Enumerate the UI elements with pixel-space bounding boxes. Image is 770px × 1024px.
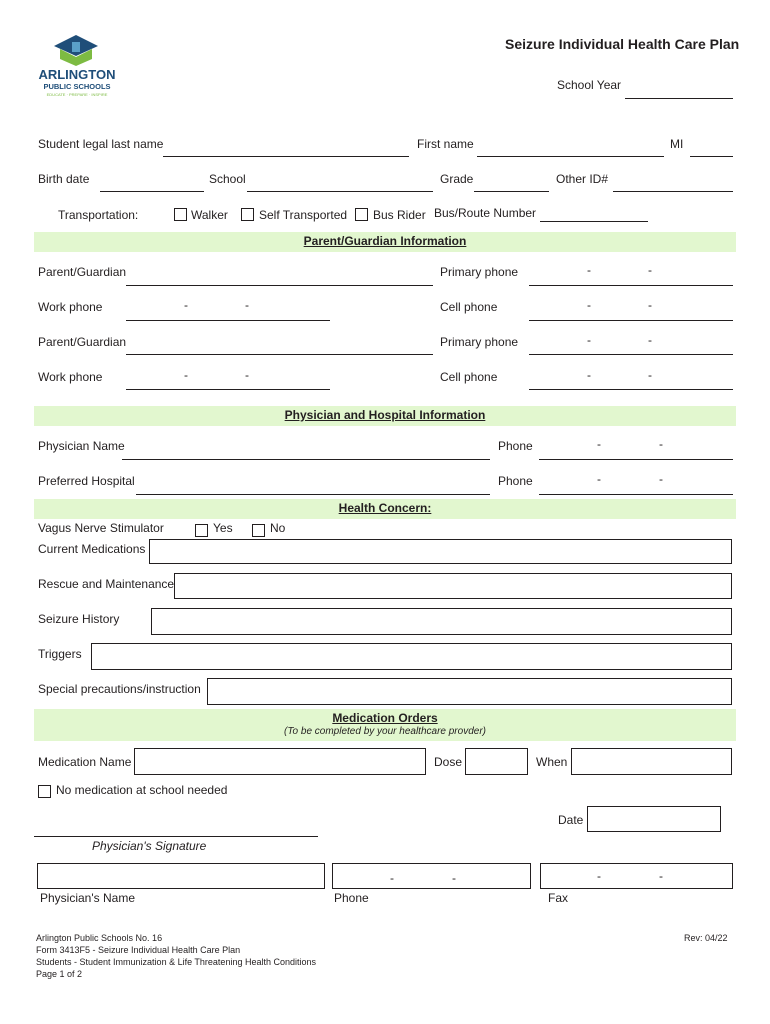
- health-section-title: Health Concern:: [338, 501, 432, 515]
- vns-yes-checkbox[interactable]: [195, 524, 208, 537]
- mi-label: MI: [670, 137, 684, 151]
- fax-label: Fax: [548, 891, 569, 905]
- physician-signature-label: Physician's Signature: [92, 839, 207, 853]
- logo-tagline: EDUCATE · PREPARE · INSPIRE: [46, 92, 108, 97]
- primary-phone-label-2: Primary phone: [440, 335, 519, 349]
- dose-field[interactable]: [465, 748, 528, 775]
- vns-no-label: No: [270, 521, 286, 535]
- footer-revision: Rev: 04/22: [684, 933, 728, 943]
- medication-name-label: Medication Name: [38, 755, 132, 769]
- self-transported-label: Self Transported: [259, 208, 348, 222]
- prescriber-phone-field[interactable]: [332, 863, 531, 889]
- phone-dash: -: [245, 368, 249, 382]
- bus-rider-checkbox[interactable]: [355, 208, 368, 221]
- cell-phone-field-2[interactable]: [529, 389, 733, 390]
- bus-route-label: Bus/Route Number: [434, 206, 537, 220]
- bus-route-field[interactable]: [540, 221, 648, 222]
- rescue-field[interactable]: [174, 573, 732, 599]
- parent-section-header: [34, 232, 736, 252]
- logo: [32, 32, 122, 100]
- phone-dash: -: [184, 298, 188, 312]
- medications-field[interactable]: [149, 539, 732, 564]
- physician-signature-field[interactable]: [34, 836, 318, 837]
- self-transported-checkbox[interactable]: [241, 208, 254, 221]
- when-label: When: [536, 755, 568, 769]
- mi-field[interactable]: [690, 156, 733, 157]
- phone-dash: -: [648, 298, 652, 312]
- no-medication-checkbox[interactable]: [38, 785, 51, 798]
- cell-phone-label-1: Cell phone: [440, 300, 498, 314]
- date-label: Date: [558, 813, 584, 827]
- last-name-field[interactable]: [163, 156, 409, 157]
- date-field[interactable]: [587, 806, 721, 832]
- hospital-field[interactable]: [136, 494, 490, 495]
- phone-dash: -: [597, 869, 601, 883]
- work-phone-field-1[interactable]: [126, 320, 330, 321]
- medication-section-header: [34, 709, 736, 741]
- bus-rider-label: Bus Rider: [373, 208, 426, 222]
- phone-dash: -: [659, 869, 663, 883]
- parent-section-title: Parent/Guardian Information: [303, 234, 467, 248]
- phone-dash: -: [587, 298, 591, 312]
- phone-dash: -: [245, 298, 249, 312]
- phone-dash: -: [587, 263, 591, 277]
- phone-dash: -: [648, 333, 652, 347]
- physician-phone-label: Phone: [498, 439, 533, 453]
- phone-dash: -: [597, 472, 601, 486]
- parent-name-field-1[interactable]: [126, 285, 433, 286]
- medication-name-field[interactable]: [134, 748, 426, 775]
- phone-dash: -: [452, 871, 456, 885]
- parent-label-2: Parent/Guardian: [38, 335, 127, 349]
- grade-field[interactable]: [474, 191, 549, 192]
- cell-phone-field-1[interactable]: [529, 320, 733, 321]
- phone-dash: -: [648, 263, 652, 277]
- other-id-label: Other ID#: [556, 172, 609, 186]
- work-phone-field-2[interactable]: [126, 389, 330, 390]
- hospital-phone-field[interactable]: [539, 494, 733, 495]
- logo-name: ARLINGTON: [38, 67, 116, 82]
- medication-section-title: Medication Orders: [332, 711, 438, 725]
- first-name-field[interactable]: [477, 156, 664, 157]
- phone-dash: -: [184, 368, 188, 382]
- fax-field[interactable]: [540, 863, 733, 889]
- birth-date-field[interactable]: [100, 191, 204, 192]
- rescue-label: Rescue and Maintenance: [38, 577, 175, 591]
- vns-label: Vagus Nerve Stimulator: [38, 521, 164, 535]
- vns-yes-label: Yes: [213, 521, 233, 535]
- transportation-label: Transportation:: [58, 208, 139, 222]
- footer-line-1: Arlington Public Schools No. 16: [36, 933, 163, 943]
- physician-name-field[interactable]: [122, 459, 490, 460]
- school-label: School: [209, 172, 246, 186]
- when-field[interactable]: [571, 748, 732, 775]
- physician-section-header: [34, 406, 736, 426]
- birth-date-label: Birth date: [38, 172, 90, 186]
- phone-dash: -: [390, 871, 394, 885]
- footer-line-2: Form 3413F5 - Seizure Individual Health Care Plan: [36, 945, 241, 955]
- cell-phone-label-2: Cell phone: [440, 370, 498, 384]
- primary-phone-label-1: Primary phone: [440, 265, 519, 279]
- physician-printed-name-label: Physician's Name: [40, 891, 135, 905]
- parent-label-1: Parent/Guardian: [38, 265, 127, 279]
- medications-label: Current Medications: [38, 542, 146, 556]
- dose-label: Dose: [434, 755, 463, 769]
- phone-dash: -: [587, 333, 591, 347]
- work-phone-label-2: Work phone: [38, 370, 103, 384]
- phone-dash: -: [659, 472, 663, 486]
- physician-name-label: Physician Name: [38, 439, 125, 453]
- page-title: Seizure Individual Health Care Plan: [505, 36, 740, 52]
- triggers-field[interactable]: [91, 643, 732, 670]
- prescriber-phone-label: Phone: [334, 891, 369, 905]
- medication-section-subtitle: (To be completed by your healthcare provder): [284, 726, 486, 737]
- precautions-field[interactable]: [207, 678, 732, 705]
- school-field[interactable]: [247, 191, 433, 192]
- phone-dash: -: [587, 368, 591, 382]
- health-section-header: [34, 499, 736, 519]
- primary-phone-field-1[interactable]: [529, 285, 733, 286]
- no-medication-label: No medication at school needed: [56, 783, 228, 797]
- seizure-history-label: Seizure History: [38, 612, 120, 626]
- phone-dash: -: [597, 437, 601, 451]
- physician-phone-field[interactable]: [539, 459, 733, 460]
- logo-sub: PUBLIC SCHOOLS: [43, 82, 111, 91]
- grade-label: Grade: [440, 172, 474, 186]
- triggers-label: Triggers: [38, 647, 82, 661]
- school-year-label: School Year: [557, 78, 622, 92]
- work-phone-label-1: Work phone: [38, 300, 103, 314]
- physician-printed-name-field[interactable]: [37, 863, 325, 889]
- physician-section-title: Physician and Hospital Information: [284, 408, 486, 422]
- walker-checkbox[interactable]: [174, 208, 187, 221]
- hospital-phone-label: Phone: [498, 474, 533, 488]
- vns-no-checkbox[interactable]: [252, 524, 265, 537]
- primary-phone-field-2[interactable]: [529, 354, 733, 355]
- parent-name-field-2[interactable]: [126, 354, 433, 355]
- walker-label: Walker: [191, 208, 228, 222]
- school-year-field[interactable]: [625, 98, 733, 99]
- last-name-label: Student legal last name: [38, 137, 164, 151]
- first-name-label: First name: [417, 137, 474, 151]
- footer-line-4: Page 1 of 2: [36, 969, 83, 979]
- phone-dash: -: [648, 368, 652, 382]
- other-id-field[interactable]: [613, 191, 733, 192]
- seizure-history-field[interactable]: [151, 608, 732, 635]
- hospital-label: Preferred Hospital: [38, 474, 135, 488]
- footer-line-3: Students - Student Immunization & Life Threatening Health Conditions: [36, 957, 316, 967]
- school-logo-icon: [32, 32, 122, 68]
- precautions-label: Special precautions/instruction: [38, 682, 201, 696]
- phone-dash: -: [659, 437, 663, 451]
